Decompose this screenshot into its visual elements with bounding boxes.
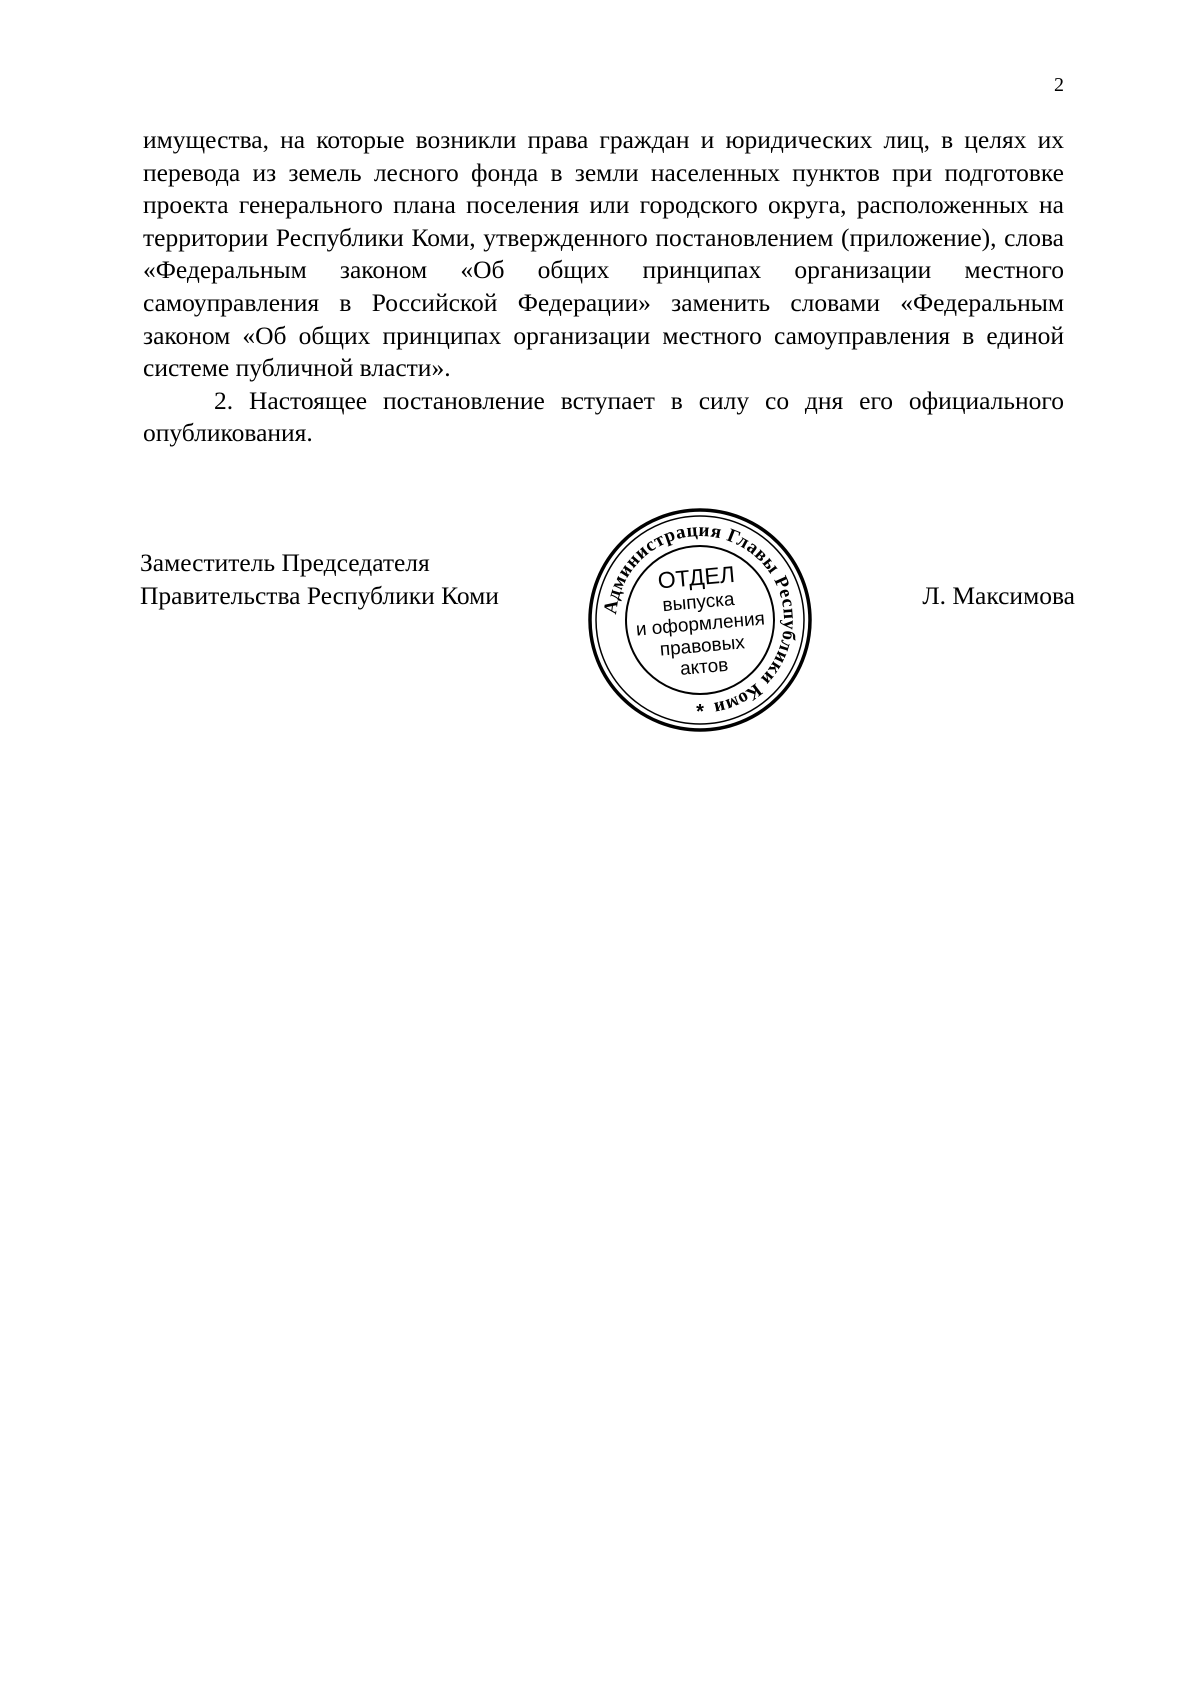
- signer-position-line-1: Заместитель Председателя: [140, 548, 430, 577]
- signer-position: [140, 546, 499, 612]
- stamp-center-line-2: выпуска: [661, 588, 736, 617]
- stamp-center-line-1: ОТДЕЛ: [656, 560, 736, 594]
- stamp-ring-textpath: Администрация Главы Республики Коми: [600, 519, 801, 719]
- stamp-center-line-4: правовых: [658, 632, 746, 661]
- stamp-center-line-5: актов: [679, 654, 730, 680]
- stamp-center-line-3: и оформления: [635, 608, 766, 641]
- stamp-star-icon: *: [696, 701, 704, 723]
- signer-name: Л. Максимова: [922, 581, 1075, 610]
- paragraph-2: 2. Настоящее постановление вступает в силу со дня его официального опубликования.: [143, 385, 1064, 448]
- page-number: 2: [1054, 74, 1064, 96]
- paragraph-1: имущества, на которые возникли права граждан и юридических лиц, в целях их перевода из земель лесного фонда в земли населенных пунктов при подготовке проекта генерального плана поселения или городского округа, расположенных на территории Республики Коми, утвержденного постановлением (приложение), слова «Федеральным законом «Об общих принципах организации местного самоуправления в Российской Федерации» заменить словами «Федеральным законом «Об общих принципах организации местного самоуправления в единой системе публичной власти».: [143, 125, 1064, 383]
- signer-position-line-2: Правительства Республики Коми: [140, 581, 499, 610]
- official-stamp: [585, 505, 815, 735]
- document-body: [143, 124, 1064, 450]
- stamp-center-text: [631, 559, 770, 684]
